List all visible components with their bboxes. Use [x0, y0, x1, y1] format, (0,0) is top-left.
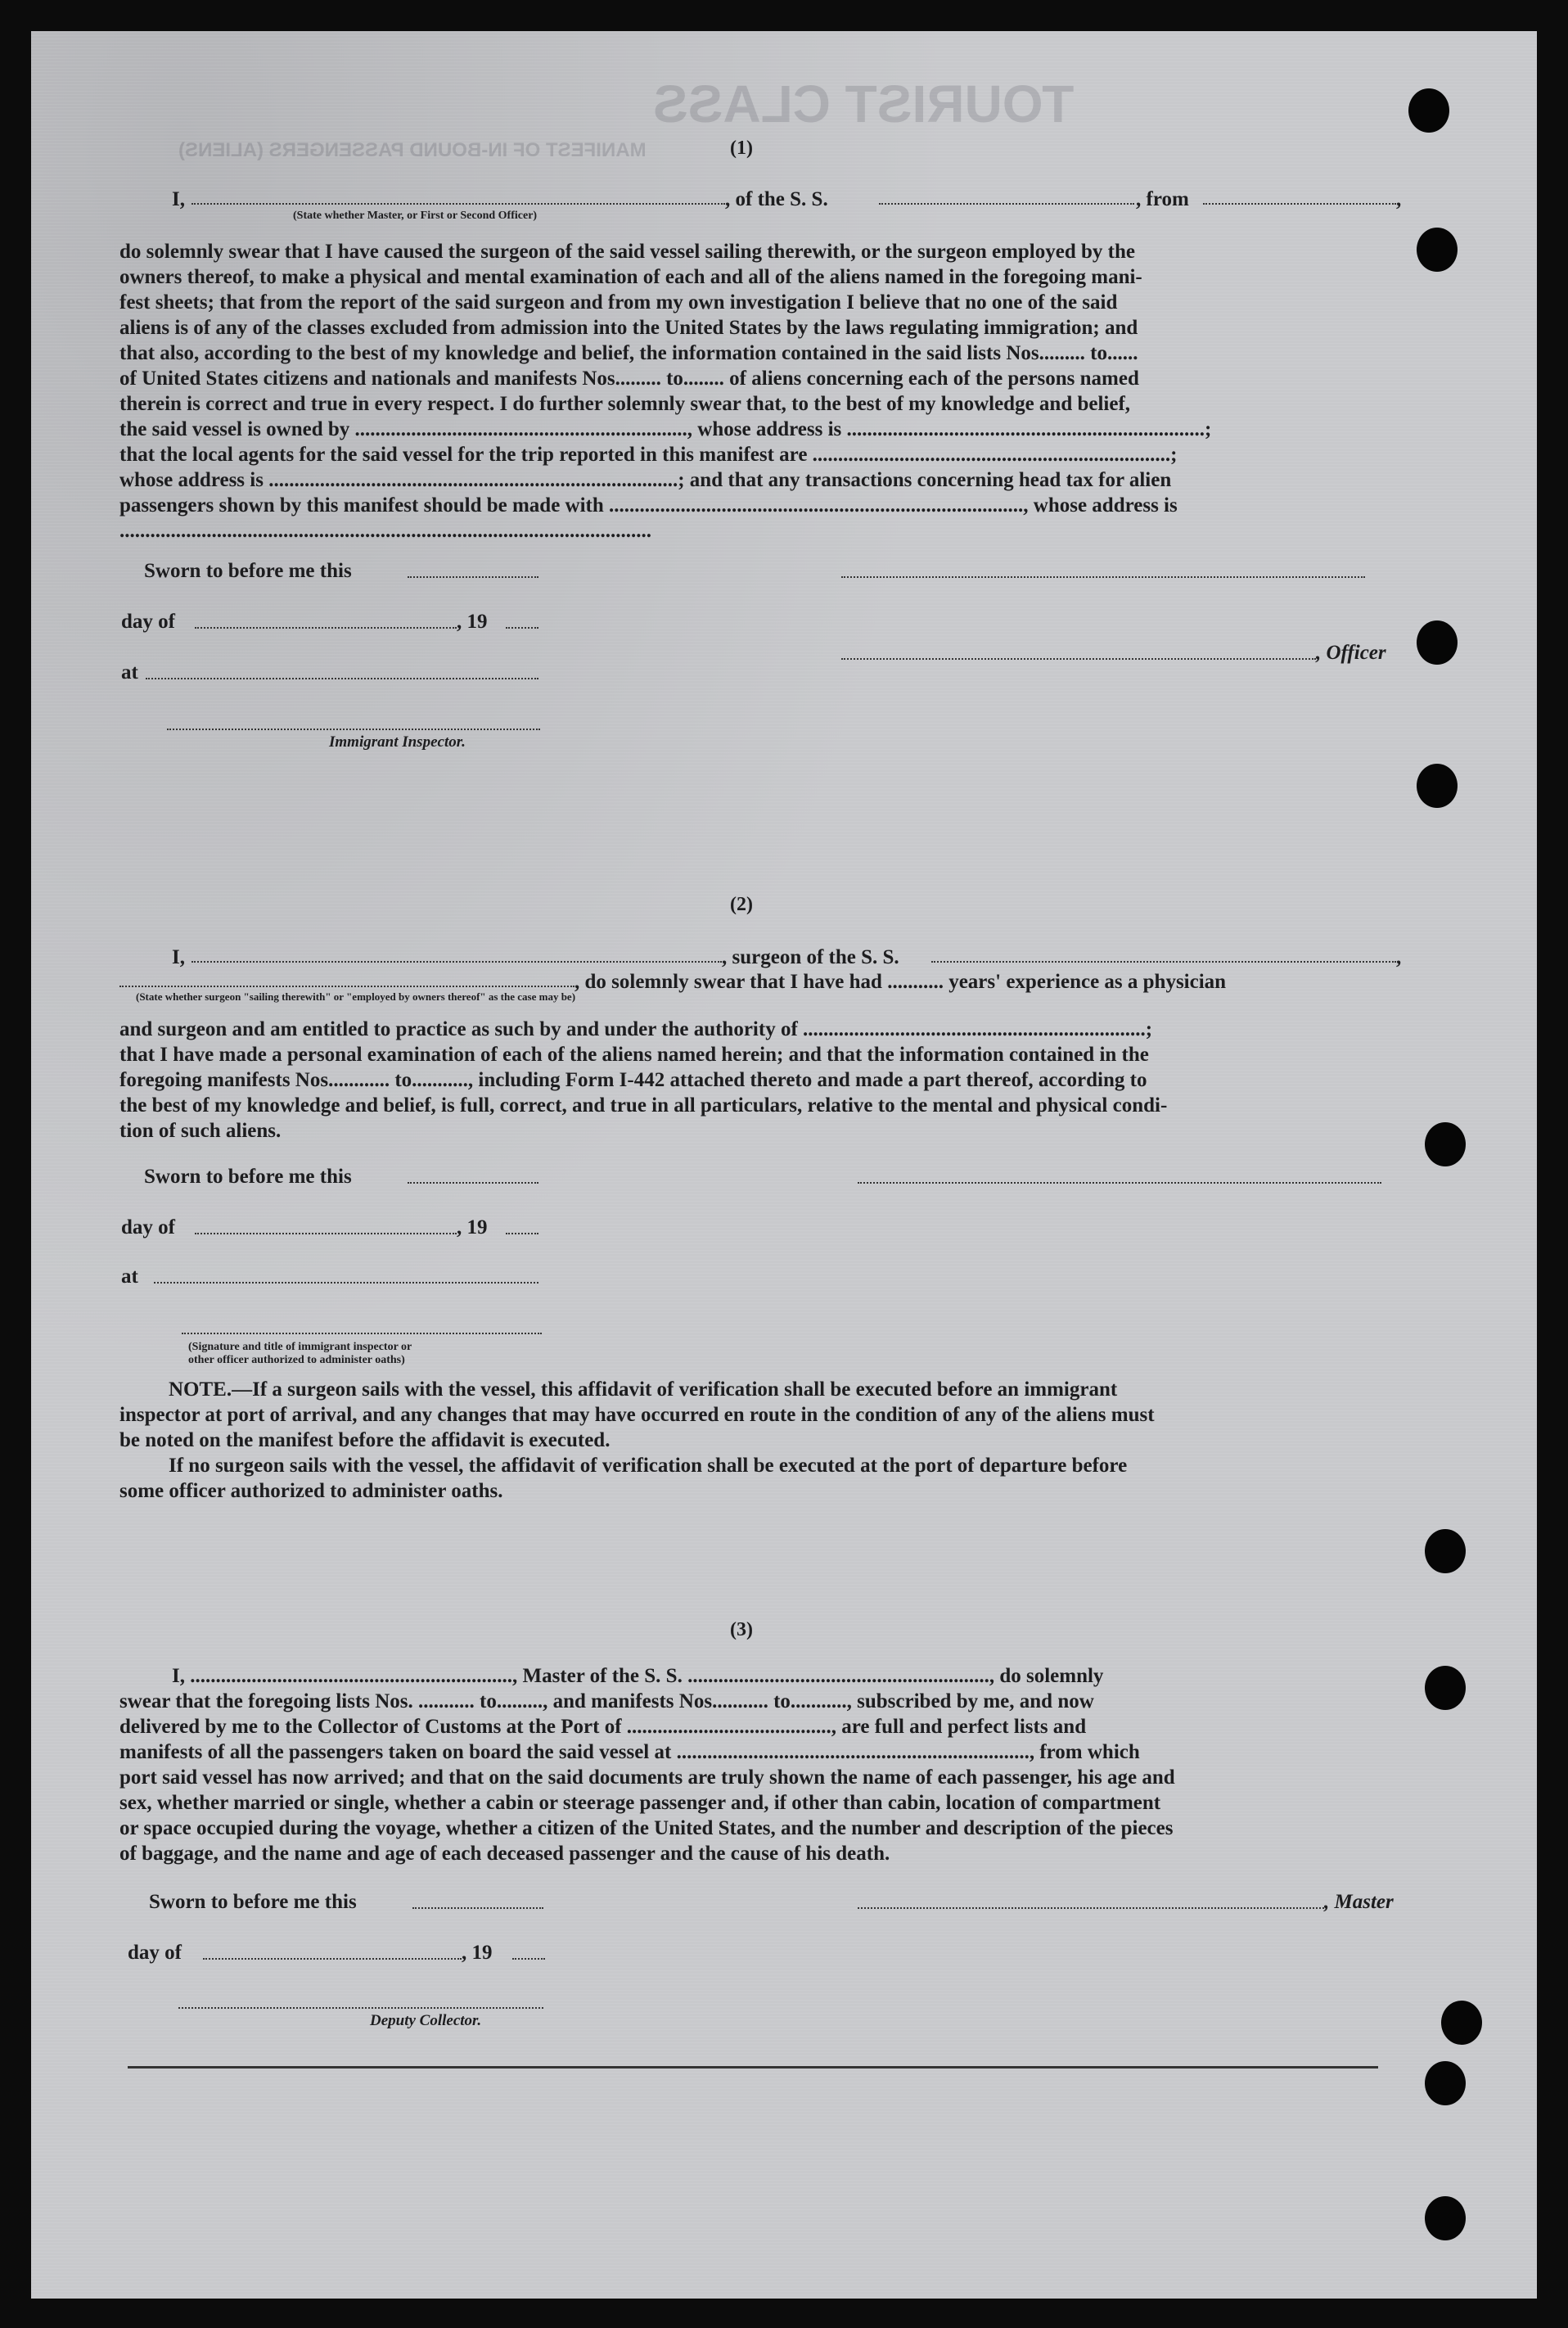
- s2-line2: , do solemnly swear that I have had ........... years' experience as a physician: [574, 971, 1227, 993]
- s2-sworn-label: Sworn to before me this: [144, 1166, 352, 1188]
- body-line: whose address is ................................................................................; and that any transactions concerning head tax for alien: [119, 469, 1172, 491]
- s3-day-of-label: day of: [128, 1942, 182, 1964]
- s3-sworn-date-field[interactable]: [412, 1907, 543, 1909]
- s2-end-comma: ,: [1396, 946, 1402, 968]
- s1-opening-note: (State whether Master, or First or Second Officer): [293, 210, 538, 222]
- bottom-rule: [128, 2066, 1378, 2069]
- from-port-field[interactable]: [1203, 203, 1396, 205]
- note-line: If no surgeon sails with the vessel, the affidavit of verification shall be executed at the port of departure before: [169, 1455, 1128, 1477]
- body-line: foregoing manifests Nos............ to..........., including Form I-442 attached thereto and made a part thereof, according to: [119, 1069, 1147, 1091]
- s3-year-field[interactable]: [512, 1958, 545, 1960]
- s2-month-field[interactable]: [195, 1233, 457, 1234]
- body-line: and surgeon and am entitled to practice as such by and under the authority of ...................................................................;: [119, 1018, 1153, 1040]
- body-line: owners thereof, to make a physical and mental examination of each and all of the aliens named in the foregoing mani-: [119, 266, 1142, 288]
- s1-sworn-date-field[interactable]: [408, 576, 538, 578]
- body-line: of United States citizens and nationals and manifests Nos......... to........ of aliens concerning each of the persons named: [119, 368, 1139, 390]
- s3-month-field[interactable]: [203, 1958, 462, 1960]
- s2-at-label: at: [121, 1266, 138, 1288]
- body-line: aliens is of any of the classes excluded from admission into the United States by the laws regulating immigration; and: [119, 317, 1138, 339]
- surgeon-name-field[interactable]: [191, 961, 722, 963]
- s2-year-label: , 19: [457, 1216, 488, 1238]
- s3-master-sig-field[interactable]: [858, 1907, 1324, 1909]
- s1-i-label: I,: [172, 188, 185, 210]
- s2-i-label: I,: [172, 946, 185, 968]
- master-name-field[interactable]: [191, 203, 725, 205]
- body-line: passengers shown by this manifest should be made with ................................................................................., whose address is: [119, 494, 1178, 517]
- s2-day-of-label: day of: [121, 1216, 175, 1238]
- manifest-page: [31, 31, 1537, 2299]
- s2-sig-note-2: other officer authorized to administer oaths): [188, 1354, 405, 1366]
- body-line: port said vessel has now arrived; and that on the said documents are truly shown the name of each passenger, his age and: [119, 1766, 1175, 1789]
- section-1-body: [119, 239, 1404, 544]
- s1-day-of-label: day of: [121, 611, 175, 633]
- body-line: do solemnly swear that I have caused the surgeon of the said vessel sailing therewith, or the surgeon employed by the: [119, 241, 1135, 263]
- body-line: or space occupied during the voyage, whether a citizen of the United States, and the number and description of the pieces: [119, 1817, 1174, 1839]
- s2-inspector-sig-field[interactable]: [182, 1333, 542, 1334]
- body-line: swear that the foregoing lists Nos. ........... to........., and manifests Nos........... to..........., subscribed by me, and now: [119, 1690, 1094, 1712]
- punch-hole: [1425, 2061, 1466, 2105]
- body-line: sex, whether married or single, whether a cabin or steerage passenger and, if other than cabin, location of compartment: [119, 1792, 1161, 1814]
- bleed-through-header: TOURIST CLASS: [653, 74, 1075, 133]
- punch-hole: [1425, 1666, 1466, 1710]
- s1-month-field[interactable]: [195, 627, 457, 629]
- body-line: I, ..............................................................., Master of the S. S. ..........................................................., do solemnly: [172, 1665, 1104, 1687]
- note-line: be noted on the manifest before the affidavit is executed.: [119, 1429, 611, 1451]
- s1-inspector-sig-field[interactable]: [167, 729, 540, 730]
- s1-sworn-label: Sworn to before me this: [144, 560, 352, 582]
- s1-at-label: at: [121, 661, 138, 684]
- body-line: that the local agents for the said vessel for the trip reported in this manifest are ......................................................................;: [119, 444, 1178, 466]
- s3-collector-label: Deputy Collector.: [370, 2012, 482, 2029]
- body-line: therein is correct and true in every respect. I do further solemnly swear that, to the best of my knowledge and belief,: [119, 393, 1131, 415]
- s1-officer-field[interactable]: [841, 658, 1316, 660]
- punch-hole: [1417, 764, 1458, 808]
- section-3-number: (3): [730, 1619, 753, 1640]
- note-line: inspector at port of arrival, and any changes that may have occurred en route in the condition of any of the aliens must: [119, 1404, 1155, 1426]
- note-line: NOTE.—If a surgeon sails with the vessel, this affidavit of verification shall be executed before an immigrant: [169, 1378, 1118, 1401]
- s2-surgeon-of-label: , surgeon of the S. S.: [722, 946, 899, 968]
- s1-officer-label: , Officer: [1316, 642, 1386, 664]
- s1-inspector-label: Immigrant Inspector.: [329, 733, 466, 751]
- section-1-number: (1): [730, 138, 753, 159]
- s3-year-label: , 19: [462, 1942, 493, 1964]
- section-2-body: [119, 1017, 1404, 1144]
- bleed-through-subheader: MANIFEST OF IN-BOUND PASSENGERS (ALIENS): [178, 139, 647, 161]
- section-3-body: [119, 1663, 1404, 1866]
- punch-hole: [1441, 2001, 1482, 2045]
- s3-collector-sig-field[interactable]: [178, 2007, 543, 2009]
- s1-from-label: , from: [1136, 188, 1189, 210]
- s2-ship-field[interactable]: [931, 961, 1396, 963]
- punch-hole: [1425, 1122, 1466, 1166]
- s2-note: (State whether surgeon "sailing therewith" or "employed by owners thereof" as the case may be): [136, 990, 576, 1003]
- section-2-number: (2): [730, 894, 753, 915]
- s2-sig-note-1: (Signature and title of immigrant inspector or: [188, 1341, 412, 1353]
- s1-of-ss-label: , of the S. S.: [725, 188, 828, 210]
- s2-sailing-status-field[interactable]: [119, 986, 574, 987]
- body-line: the best of my knowledge and belief, is full, correct, and true in all particulars, relative to the mental and physical condi-: [119, 1094, 1168, 1117]
- body-line: that also, according to the best of my knowledge and belief, the information contained in the said lists Nos......... to......: [119, 342, 1138, 364]
- s1-year-label: , 19: [457, 611, 488, 633]
- punch-hole: [1417, 228, 1458, 272]
- note-line: some officer authorized to administer oaths.: [119, 1480, 503, 1502]
- s2-year-field[interactable]: [506, 1233, 538, 1234]
- body-line: ........................................................................................................: [119, 520, 651, 542]
- body-line: the said vessel is owned by ................................................................., whose address is ......................................................................;: [119, 418, 1212, 440]
- s2-place-field[interactable]: [154, 1282, 538, 1284]
- s1-end-comma: ,: [1396, 188, 1402, 210]
- s1-signature-field[interactable]: [841, 576, 1365, 578]
- s2-sworn-date-field[interactable]: [408, 1182, 538, 1184]
- s3-master-label: , Master: [1324, 1891, 1394, 1913]
- punch-hole: [1417, 620, 1458, 665]
- s1-place-field[interactable]: [146, 678, 538, 679]
- body-line: delivered by me to the Collector of Customs at the Port of ........................................, are full and perfect lists and: [119, 1716, 1087, 1738]
- body-line: that I have made a personal examination of each of the aliens named herein; and that the information contained in the: [119, 1044, 1149, 1066]
- body-line: manifests of all the passengers taken on board the said vessel at ....................................................................., from which: [119, 1741, 1140, 1763]
- body-line: fest sheets; that from the report of the said surgeon and from my own investigation I believe that no one of the said: [119, 291, 1118, 314]
- s2-signature-field[interactable]: [858, 1182, 1381, 1184]
- s1-year-field[interactable]: [506, 627, 538, 629]
- punch-hole: [1425, 1529, 1466, 1573]
- section-2-note: [119, 1377, 1404, 1504]
- body-line: tion of such aliens.: [119, 1120, 282, 1142]
- body-line: of baggage, and the name and age of each deceased passenger and the cause of his death.: [119, 1843, 890, 1865]
- s3-sworn-label: Sworn to before me this: [149, 1891, 357, 1913]
- punch-hole: [1425, 2196, 1466, 2240]
- ship-name-field[interactable]: [879, 203, 1134, 205]
- punch-hole: [1408, 88, 1449, 133]
